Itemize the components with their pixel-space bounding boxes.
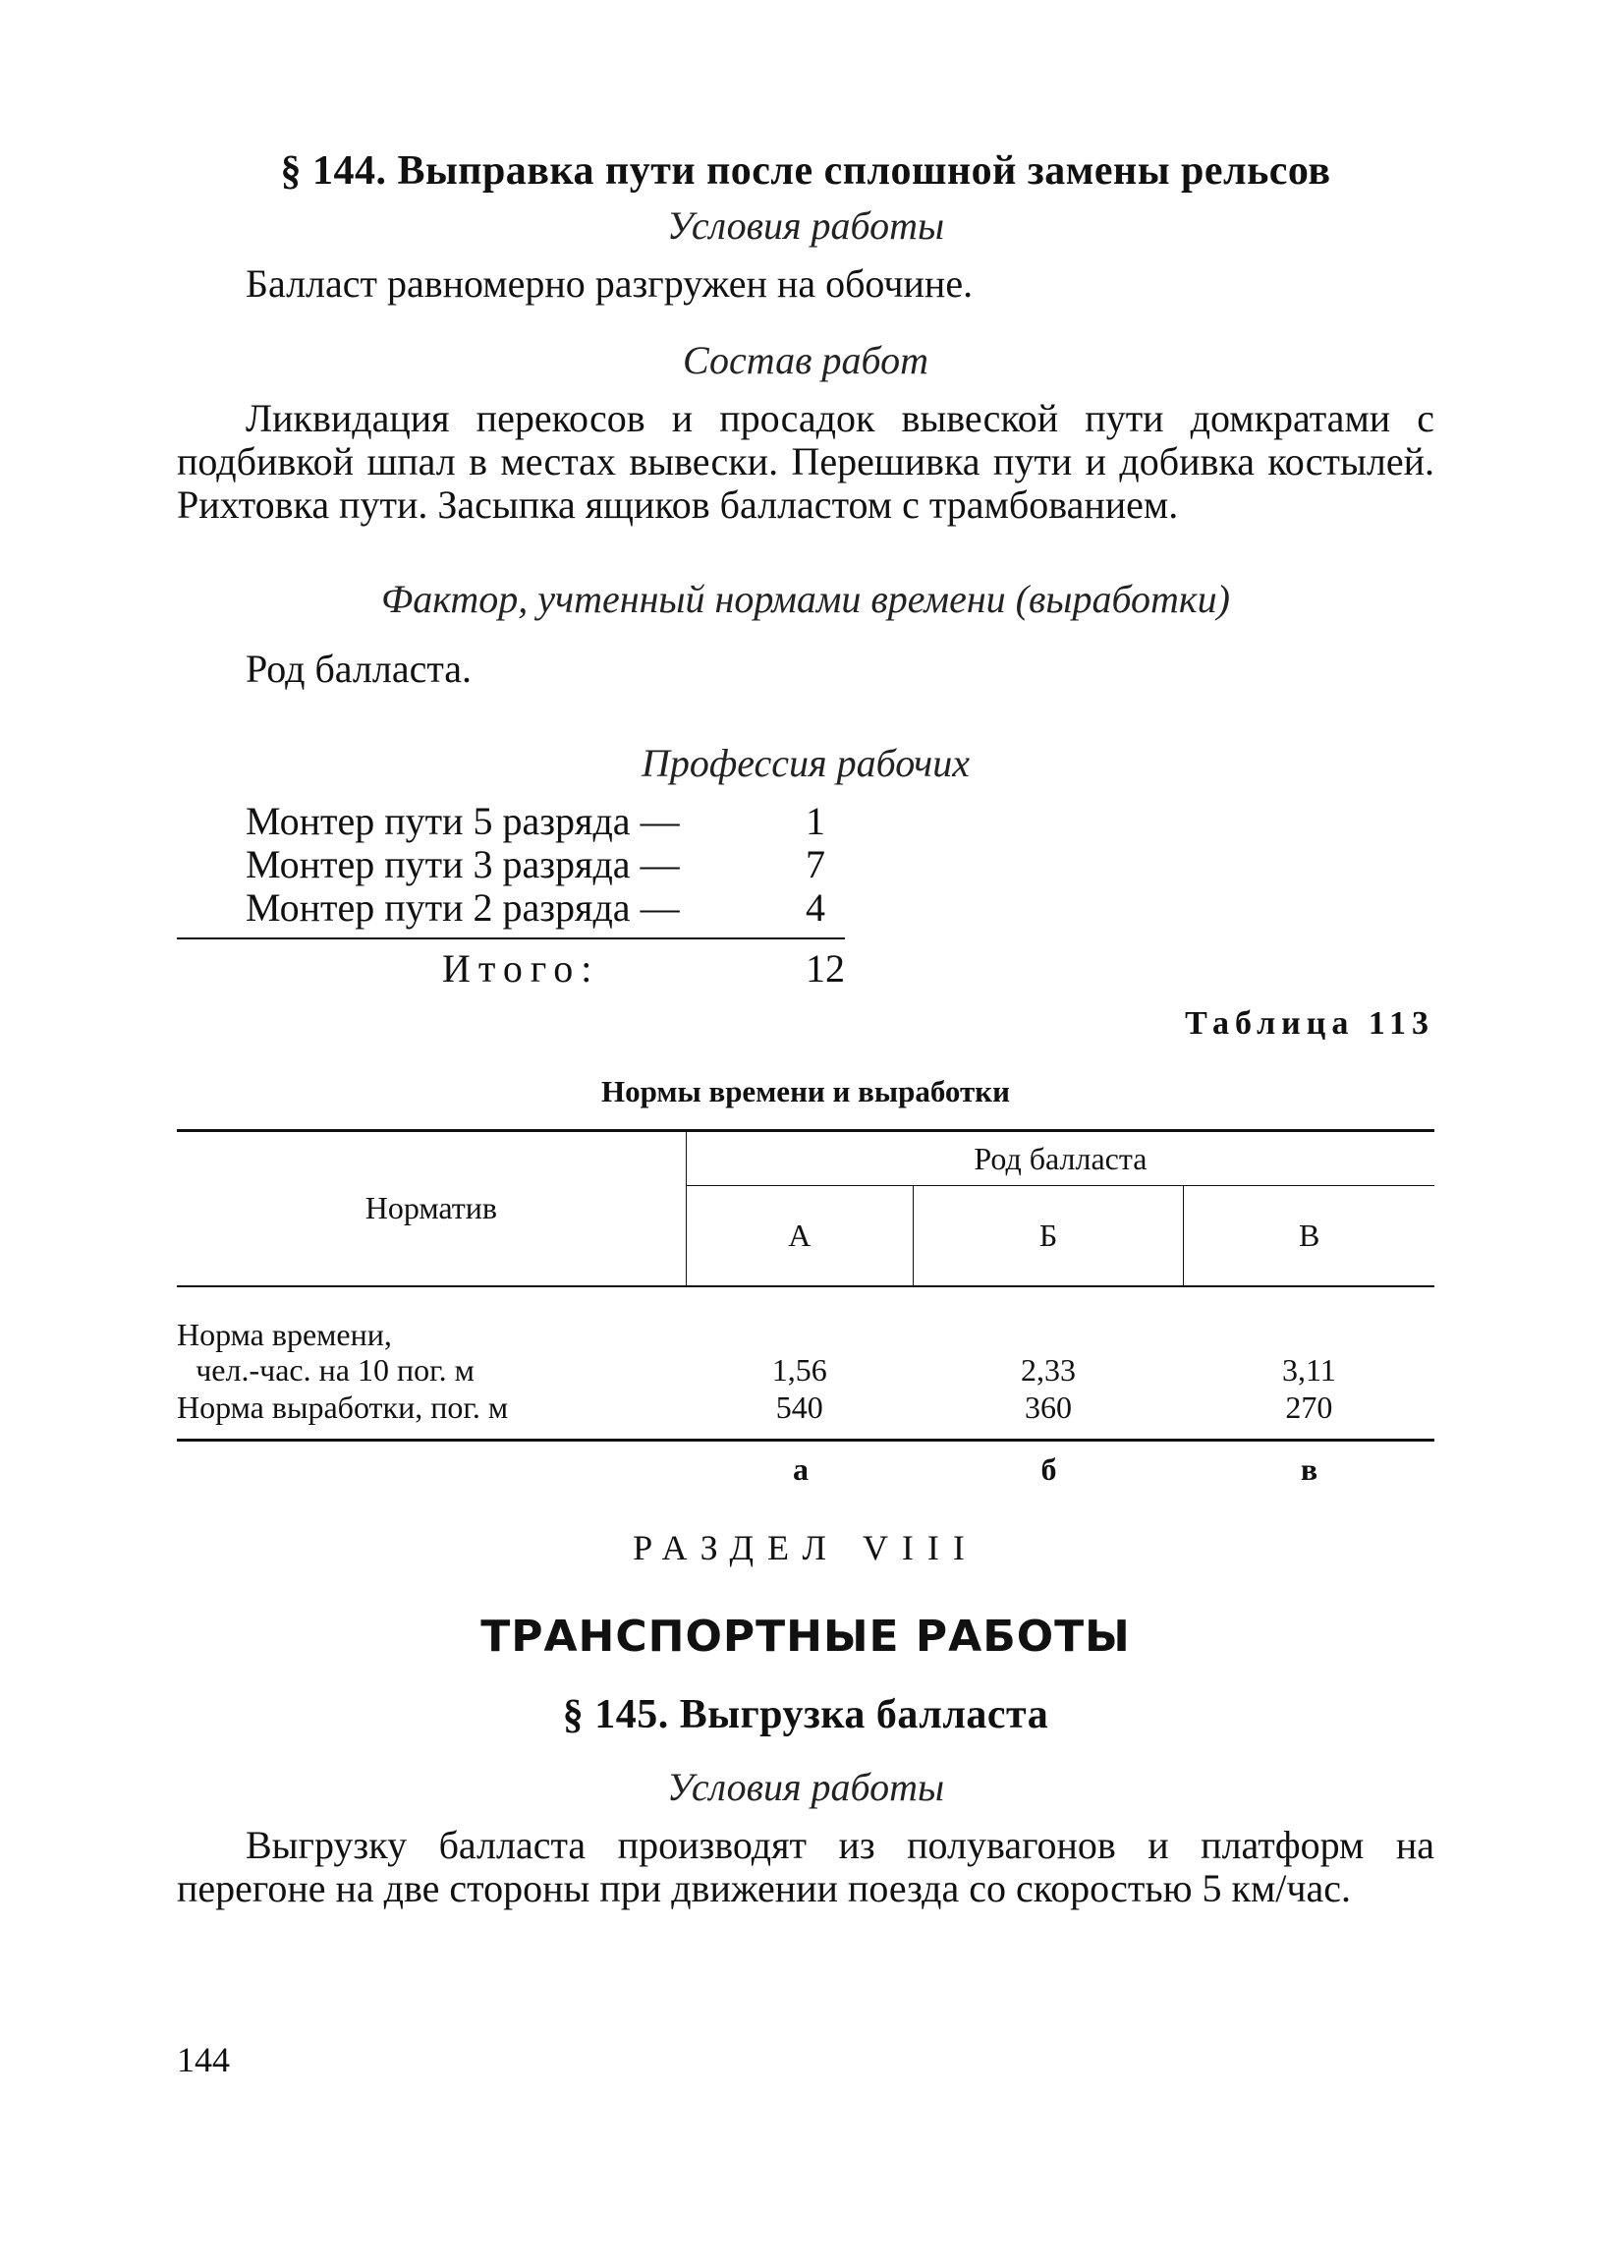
workers-list	[246, 800, 835, 930]
column-letters: а б в	[793, 1450, 1318, 1487]
header-group: Род балласта	[686, 1131, 1434, 1186]
composition-heading: Состав работ	[683, 338, 928, 382]
composition-text: Ликвидация перекосов и просадок вывеской пути домкратами с подбивкой шпал в местах вывески. Перешивка пути и добивка костылей. Рихтовка пути. Засыпка ящиков балластом с трамбованием.	[177, 396, 1434, 527]
col-c-header: В	[1184, 1186, 1434, 1286]
conditions-text: Балласт равномерно разгружен на обочине.	[246, 261, 974, 306]
total-label: Итого:	[442, 946, 600, 991]
conditions-heading-145: Условия работы	[666, 1764, 945, 1809]
worker-row: Монтер пути 2 разряда — 4	[246, 885, 825, 930]
conditions-text-145: Выгрузку балласта производят из полувагонов и платформ на перегоне на две стороны при движении поезда со скоростью 5 км/час.	[177, 1822, 1434, 1910]
page-number: 144	[177, 2040, 230, 2079]
worker-row: Монтер пути 5 разряда — 1	[246, 799, 825, 843]
header-norm: Норматив	[364, 1190, 498, 1226]
factor-heading: Фактор, учтенный нормами времени (выработки)	[381, 577, 1230, 621]
conditions-heading: Условия работы	[666, 203, 945, 248]
total-value: 12	[806, 946, 845, 991]
section-145-title: § 145. Выгрузка балласта	[562, 1691, 1049, 1737]
chapter-title: ТРАНСПОРТНЫЕ РАБОТЫ	[480, 1611, 1131, 1662]
factor-text: Род балласта.	[246, 647, 473, 691]
table-number: Таблица 113	[1185, 1005, 1434, 1042]
table-row: Норма выработки, пог. м 540 360 270	[177, 1389, 1434, 1441]
total-divider	[177, 937, 845, 939]
worker-row: Монтер пути 3 разряда — 7	[246, 842, 825, 886]
page-content	[177, 147, 1434, 1910]
total-row	[442, 945, 845, 992]
workers-heading: Профессия рабочих	[641, 741, 970, 785]
col-a-header: А	[686, 1186, 913, 1286]
col-b-header: Б	[913, 1186, 1183, 1286]
table-row: Норма времени, чел.-час. на 10 пог. м 1,56 2,33 3,11	[177, 1316, 1336, 1388]
table-title: Нормы времени и выработки	[601, 1074, 1010, 1108]
section-144-title: § 144. Выправка пути после сплошной замены рельсов	[280, 148, 1331, 194]
section-divider: РАЗДЕЛ VIII	[633, 1527, 979, 1567]
norms-table	[177, 1129, 1434, 1442]
